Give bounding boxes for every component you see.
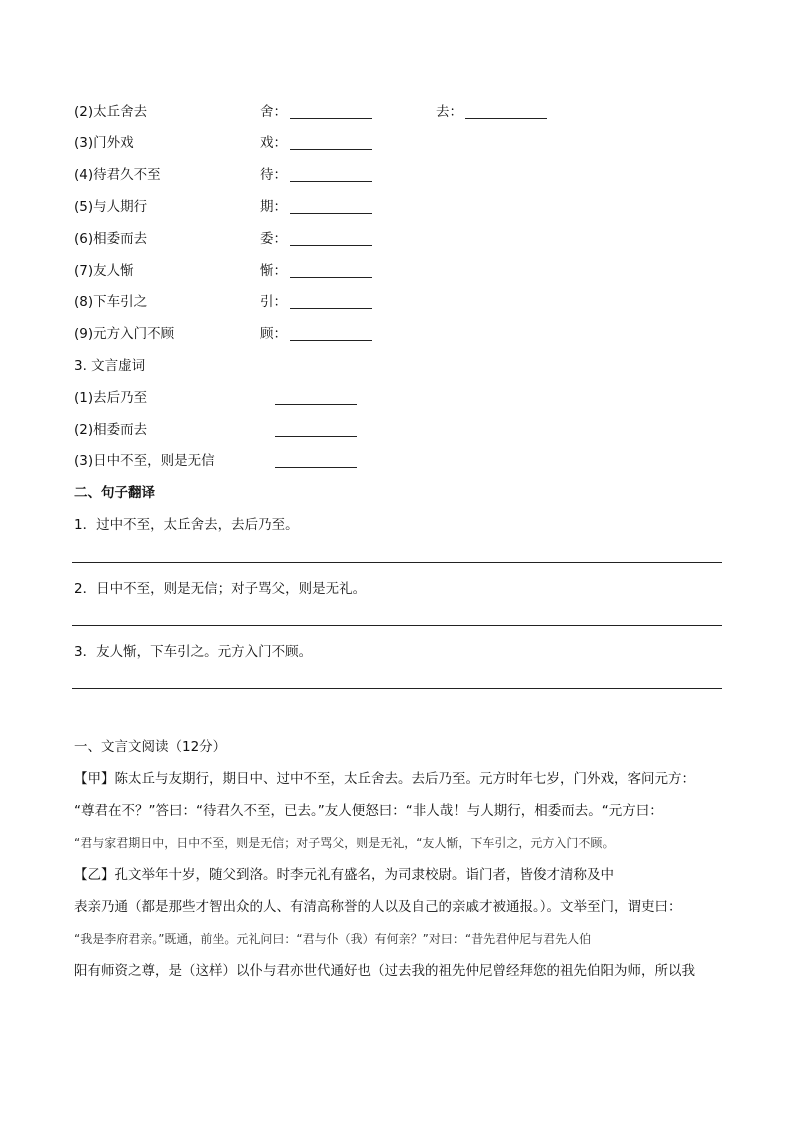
vocab-key: 顾： [260, 326, 287, 342]
section-heading: 3. 文言虚词 [74, 358, 146, 374]
answer-blank[interactable] [275, 404, 357, 405]
vocab-key: 委： [260, 231, 287, 247]
answer-blank[interactable] [290, 245, 372, 246]
answer-blank[interactable] [290, 308, 372, 309]
answer-blank[interactable] [290, 340, 372, 341]
vocab-phrase: (6)相委而去 [74, 231, 148, 247]
answer-line[interactable] [72, 625, 722, 626]
passage-line: “君与家君期日中，日中不至，则是无信；对子骂父，则是无礼，“友人惭，下车引之，元方入门不顾。 [74, 836, 615, 850]
translation-item: 2．日中不至，则是无信；对子骂父，则是无礼。 [74, 581, 367, 597]
vocab-phrase: (5)与人期行 [74, 199, 148, 215]
answer-blank[interactable] [290, 149, 372, 150]
answer-blank[interactable] [290, 181, 372, 182]
vocab-phrase: (2)太丘舍去 [74, 104, 148, 120]
function-word-item: (1)去后乃至 [74, 390, 148, 406]
translation-item: 3．友人惭，下车引之。元方入门不顾。 [74, 644, 313, 660]
passage-line: “我是李府君亲。”既通，前坐。元礼问曰：“君与仆（我）有何亲？”对曰：“昔先君仲尼与君先人伯 [74, 932, 592, 946]
translation-item: 1．过中不至，太丘舍去，去后乃至。 [74, 517, 299, 533]
passage-line: 【乙】孔文举年十岁，随父到洛。时李元礼有盛名，为司隶校尉。诣门者，皆俊才清称及中 [74, 867, 614, 883]
section-heading: 一、文言文阅读（12分） [74, 739, 227, 755]
answer-line[interactable] [72, 562, 722, 563]
vocab-phrase: (4)待君久不至 [74, 167, 161, 183]
answer-blank[interactable] [275, 436, 357, 437]
vocab-key: 惭： [260, 263, 287, 279]
vocab-key: 去： [436, 104, 463, 120]
vocab-key: 待： [260, 167, 287, 183]
answer-blank[interactable] [290, 213, 372, 214]
passage-line: “尊君在不？”答曰：“待君久不至，已去。”友人便怒曰：“非人哉！与人期行，相委而去。“元方曰： [74, 803, 663, 819]
passage-line: 表亲乃通（都是那些才智出众的人、有清高称誉的人以及自己的亲戚才被通报。）。文举至门，谓吏曰： [74, 899, 682, 915]
passage-line: 阳有师资之尊，是（这样）以仆与君亦世代通好也（过去我的祖先仲尼曾经拜您的祖先伯阳为师，所以我 [74, 963, 695, 979]
function-word-item: (2)相委而去 [74, 422, 148, 438]
vocab-key: 引： [260, 294, 287, 310]
function-word-item: (3)日中不至，则是无信 [74, 453, 215, 469]
vocab-key: 舍： [260, 104, 287, 120]
vocab-phrase: (8)下车引之 [74, 294, 148, 310]
vocab-key: 期： [260, 199, 287, 215]
vocab-key: 戏： [260, 135, 287, 151]
vocab-phrase: (3)门外戏 [74, 135, 134, 151]
answer-line[interactable] [72, 688, 722, 689]
vocab-phrase: (7)友人惭 [74, 263, 134, 279]
section-heading: 二、句子翻译 [74, 485, 155, 501]
passage-line: 【甲】陈太丘与友期行，期日中、过中不至，太丘舍去。去后乃至。元方时年七岁，门外戏，客问元方： [74, 771, 695, 787]
answer-blank[interactable] [465, 118, 547, 119]
answer-blank[interactable] [290, 118, 372, 119]
vocab-phrase: (9)元方入门不顾 [74, 326, 175, 342]
answer-blank[interactable] [290, 277, 372, 278]
answer-blank[interactable] [275, 467, 357, 468]
